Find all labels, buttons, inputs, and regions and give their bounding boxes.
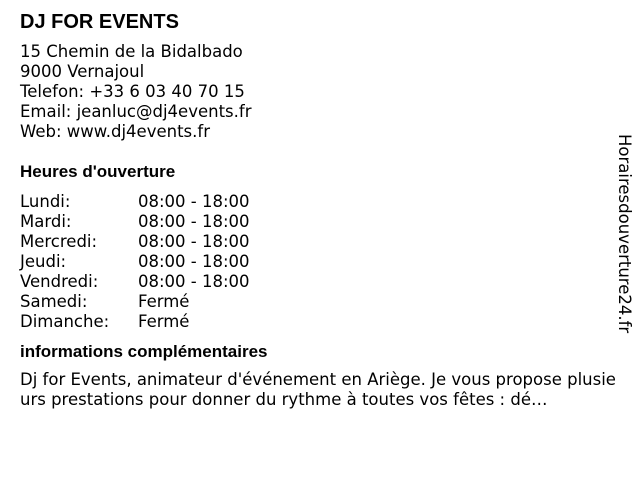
hours-value: 08:00 - 18:00 [138, 272, 250, 291]
hours-value: 08:00 - 18:00 [138, 192, 250, 211]
hours-title: Heures d'ouverture [20, 162, 176, 181]
web-line: Web: www.dj4events.fr [20, 122, 210, 141]
hours-value: 08:00 - 18:00 [138, 252, 250, 271]
business-name: DJ FOR EVENTS [20, 11, 179, 33]
day-label: Samedi: [20, 292, 88, 311]
day-label: Mercredi: [20, 232, 98, 251]
hours-row-tuesday [20, 212, 610, 232]
email-line: Email: jeanluc@dj4events.fr [20, 102, 252, 121]
hours-value: 08:00 - 18:00 [138, 232, 250, 251]
hours-row-wednesday [20, 232, 610, 252]
side-watermark-text: Horairesdouverture24.fr [615, 134, 634, 334]
hours-row-thursday [20, 252, 610, 272]
hours-row-friday [20, 272, 610, 292]
day-label: Mardi: [20, 212, 72, 231]
day-label: Lundi: [20, 192, 71, 211]
hours-row-monday [20, 192, 610, 212]
info-title: informations complémentaires [20, 342, 268, 361]
hours-row-saturday [20, 292, 610, 312]
day-label: Vendredi: [20, 272, 99, 291]
hours-value: Fermé [138, 292, 190, 311]
hours-value: 08:00 - 18:00 [138, 212, 250, 231]
business-card [20, 10, 616, 410]
address-line-1: 15 Chemin de la Bidalbado [20, 42, 243, 61]
day-label: Dimanche: [20, 312, 110, 331]
phone-line: Telefon: +33 6 03 40 70 15 [20, 82, 245, 101]
hours-value: Fermé [138, 312, 190, 331]
info-description: Dj for Events, animateur d'événement en Ariège. Je vous propose plusieurs prestations pour donner du rythme à toutes vos fêtes : dé… [20, 370, 616, 409]
hours-row-sunday [20, 312, 610, 332]
address-line-2: 9000 Vernajoul [20, 62, 145, 81]
day-label: Jeudi: [20, 252, 67, 271]
